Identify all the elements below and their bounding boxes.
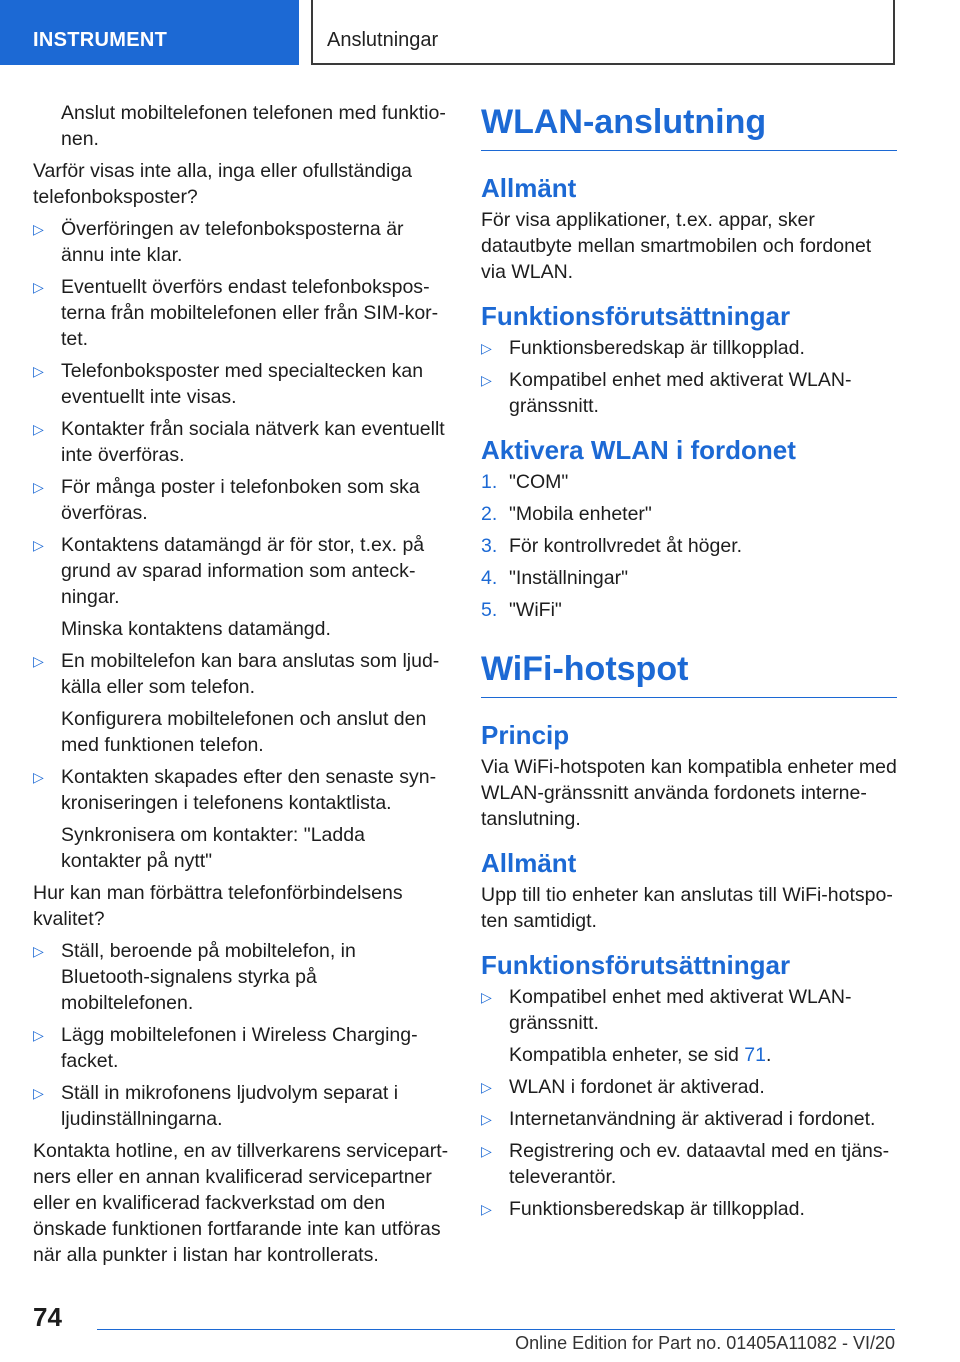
triangle-bullet-icon: ▷ xyxy=(33,1027,44,1043)
triangle-bullet-icon: ▷ xyxy=(481,340,492,356)
list-item: ▷ Telefonboksposter med specialtecken kan eventuellt inte visas. xyxy=(33,360,424,408)
step-item: 1. "COM" xyxy=(481,471,569,493)
heading-allmant: Allmänt xyxy=(481,173,577,203)
heading-allmant-hotspot: Allmänt xyxy=(481,848,577,878)
list-item: ▷ WLAN i fordonet är aktiverad. xyxy=(481,1076,765,1098)
list-item: ▷ Internetanvändning är aktiverad i fordonet. xyxy=(481,1108,876,1130)
paragraph: Konfigurera mobiltelefonen och anslut den med funktionen telefon. xyxy=(61,708,427,756)
footer-divider xyxy=(97,1329,895,1330)
header-chapter-box xyxy=(311,0,895,65)
header-chapter-label: Anslutningar xyxy=(327,29,439,51)
heading-aktivera-wlan: Aktivera WLAN i fordonet xyxy=(481,435,796,465)
triangle-bullet-icon: ▷ xyxy=(481,372,492,388)
triangle-bullet-icon: ▷ xyxy=(33,421,44,437)
step-number: 1. xyxy=(481,471,498,493)
footer-edition: Online Edition for Part no. 01405A11082 - VI/20 xyxy=(515,1333,895,1353)
step-number: 4. xyxy=(481,567,498,589)
header-section-tab xyxy=(0,0,299,65)
step-item: 3. För kontrollvredet åt höger. xyxy=(481,535,743,557)
paragraph-kompatibla: Kompatibla enheter, se sid 71. xyxy=(509,1044,772,1066)
list-item: ▷ En mobiltelefon kan bara anslutas som ljudkälla eller som telefon. xyxy=(33,650,440,698)
list-item: ▷ Kompatibel enhet med aktiverat WLAN-gränssnitt. xyxy=(481,369,852,417)
right-column xyxy=(481,100,897,1228)
step-item: 5. "WiFi" xyxy=(481,599,562,621)
list-item: ▷ Kontakten skapades efter den senaste synkroniseringen i telefonens kontaktlista. xyxy=(33,766,437,814)
list-item: ▷ Funktionsberedskap är tillkopplad. xyxy=(481,337,805,359)
page-link-71[interactable]: 71 xyxy=(744,1044,766,1066)
paragraph: För visa applikationer, t.ex. appar, sker datautbyte mellan smartmobilen och fordonet via WLAN. xyxy=(481,209,872,283)
left-column xyxy=(33,100,449,1274)
question-visas: Varför visas inte alla, inga eller ofullständiga telefonboksposter? xyxy=(33,160,413,208)
heading-princip: Princip xyxy=(481,720,570,750)
list-item: ▷ Kompatibel enhet med aktiverat WLAN-gränssnitt. xyxy=(481,986,852,1034)
triangle-bullet-icon: ▷ xyxy=(481,989,492,1005)
list-item: ▷ Eventuellt överförs endast telefonboksposterna från mobiltelefonen eller från SIM-kortet. xyxy=(33,276,439,350)
question-forbattra: Hur kan man förbättra telefonförbindelsens kvalitet? xyxy=(33,882,403,930)
step-item: 2. "Mobila enheter" xyxy=(481,503,652,525)
list-item: ▷ Ställ, beroende på mobiltelefon, in Bluetooth-signalens styrka på mobiltelefonen. xyxy=(33,940,356,1014)
section-title-hotspot: WiFi-hotspot xyxy=(481,649,897,698)
paragraph: Anslut mobiltelefonen telefonen med funktionen. xyxy=(61,102,446,150)
triangle-bullet-icon: ▷ xyxy=(481,1079,492,1095)
paragraph: Upp till tio enheter kan anslutas till WiFi-hotspoten samtidigt. xyxy=(481,884,893,932)
triangle-bullet-icon: ▷ xyxy=(481,1201,492,1217)
step-number: 2. xyxy=(481,503,498,525)
triangle-bullet-icon: ▷ xyxy=(481,1111,492,1127)
paragraph: Minska kontaktens datamängd. xyxy=(61,618,331,640)
step-item: 4. "Inställningar" xyxy=(481,567,628,589)
triangle-bullet-icon: ▷ xyxy=(33,479,44,495)
step-number: 3. xyxy=(481,535,498,557)
triangle-bullet-icon: ▷ xyxy=(33,1085,44,1101)
list-item: ▷ Överföringen av telefonboksposterna är ännu inte klar. xyxy=(33,218,404,266)
list-item: ▷ För många poster i telefonboken som ska överföras. xyxy=(33,476,420,524)
heading-funktionsforutsattningar-hotspot: Funktionsförutsättningar xyxy=(481,950,791,980)
triangle-bullet-icon: ▷ xyxy=(33,279,44,295)
step-number: 5. xyxy=(481,599,498,621)
list-item: ▷ Funktionsberedskap är tillkopplad. xyxy=(481,1198,805,1220)
list-item: ▷ Registrering och ev. dataavtal med en tjänsteleverantör. xyxy=(481,1140,890,1188)
triangle-bullet-icon: ▷ xyxy=(33,943,44,959)
list-item: ▷ Kontakter från sociala nätverk kan eventuellt inte överföras. xyxy=(33,418,445,466)
paragraph: Synkronisera om kontakter: "Ladda kontakter på nytt" xyxy=(61,824,365,872)
list-item: ▷ Lägg mobiltelefonen i Wireless Charging-facket. xyxy=(33,1024,418,1072)
section-title-wlan: WLAN-anslutning xyxy=(481,102,897,151)
triangle-bullet-icon: ▷ xyxy=(33,221,44,237)
triangle-bullet-icon: ▷ xyxy=(33,653,44,669)
paragraph-hotline: Kontakta hotline, en av tillverkarens servicepartners eller en annan kvalificerad servicepartner eller en kvalificerad fackverkstad om den önskade funktionen fortfarande inte kan utföras när alla punkter i listan har kontrollerats. xyxy=(33,1140,449,1266)
page-number: 74 xyxy=(33,1302,62,1332)
triangle-bullet-icon: ▷ xyxy=(33,363,44,379)
heading-funktionsforutsattningar: Funktionsförutsättningar xyxy=(481,301,791,331)
triangle-bullet-icon: ▷ xyxy=(33,769,44,785)
list-item: ▷ Ställ in mikrofonens ljudvolym separat i ljudinställningarna. xyxy=(33,1082,399,1130)
header-section-label: INSTRUMENT xyxy=(33,29,168,51)
list-item: ▷ Kontaktens datamängd är för stor, t.ex. på grund av sparad information som anteckningar. xyxy=(33,534,425,608)
triangle-bullet-icon: ▷ xyxy=(481,1143,492,1159)
paragraph: Via WiFi-hotspoten kan kompatibla enheter med WLAN-gränssnitt använda fordonets internetanslutning. xyxy=(481,756,897,830)
triangle-bullet-icon: ▷ xyxy=(33,537,44,553)
